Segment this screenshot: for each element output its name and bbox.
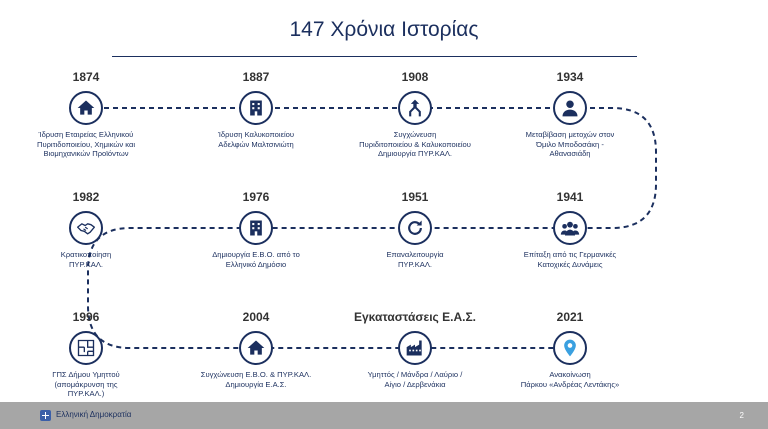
milestone-circle [239, 91, 273, 125]
merge-arrow-icon [405, 98, 425, 118]
milestone-description-line: Ελληνικό Δημόσιο [225, 259, 287, 269]
milestone-description [191, 250, 321, 269]
milestone-circle [239, 331, 273, 365]
milestone-description [21, 130, 151, 159]
location-pin-icon [560, 338, 580, 358]
page-number: 2 [739, 411, 744, 420]
milestone-description-line: Δημιουργία Ε.Α.Σ. [225, 379, 287, 389]
milestone-description-line: Αθανασιάδη [549, 149, 591, 158]
milestone-description-line: Δημιουργία Ε.Β.Ο. από το [212, 250, 300, 259]
milestone-description [505, 130, 635, 159]
milestone-description [505, 370, 635, 389]
milestone-year: 1976 [242, 190, 270, 204]
milestone-year: 1887 [242, 70, 270, 84]
milestone-description-line: Επαναλειτουργία [386, 250, 444, 259]
milestone-description-line: ΠΥΡ.ΚΑΛ. [68, 259, 104, 269]
milestone-year: 1874 [72, 70, 100, 84]
milestone-description [191, 130, 321, 149]
milestone-year: 2004 [242, 310, 270, 324]
milestone-year: 1996 [72, 310, 100, 324]
milestone-description [350, 130, 480, 159]
floorplan-icon [76, 338, 96, 358]
milestone-circle [69, 331, 103, 365]
milestone-description-line: ΓΠΣ Δήμου Υμηττού [52, 370, 120, 379]
milestone-circle [553, 91, 587, 125]
milestone-description-line: (απομάκρυνση της [54, 379, 118, 389]
milestone-year: 1982 [72, 190, 100, 204]
milestone-year: 1941 [556, 190, 584, 204]
handshake-icon [76, 218, 96, 238]
milestone-description-line: Συγχώνευση [393, 130, 437, 139]
building-icon [246, 218, 266, 238]
footer-org: Ελληνική Δημοκρατία [56, 410, 132, 419]
milestone-circle [398, 331, 432, 365]
milestone-description-line: Κρατικοποίηση [60, 250, 112, 259]
milestone-description-line: Ίδρυση Καλυκοποιείου [217, 130, 295, 139]
milestone-description-line: ΠΥΡ.ΚΑΛ.) [67, 389, 105, 398]
milestone-circle [239, 211, 273, 245]
milestone-description [21, 250, 151, 269]
milestone-circle [553, 211, 587, 245]
milestone-description-line: Ανακοίνωση [549, 370, 591, 379]
milestone-description-line: Πυριτιδοποιείου, Χημικών και [36, 139, 136, 149]
factory-icon [405, 338, 425, 358]
milestone-circle [69, 91, 103, 125]
milestone-description-line: Κατοχικές Δυνάμεις [537, 259, 603, 269]
milestone-year: 1908 [401, 70, 429, 84]
person-icon [560, 98, 580, 118]
milestone-description-line: Αίγιο / Δερβενάκια [384, 379, 446, 389]
milestone-year: 1951 [401, 190, 429, 204]
milestone-description-line: Ίδρυση Εταιρείας Ελληνικού [38, 130, 134, 139]
home-icon [246, 338, 266, 358]
slide-title: 147 Χρόνια Ιστορίας [289, 18, 479, 41]
milestone-description-line: Πάρκου «Ανδρέας Λεντάκης» [520, 379, 620, 389]
milestone-description-line: Συγχώνευση Ε.Β.Ο. & ΠΥΡ.ΚΑΛ. [200, 370, 312, 379]
milestone-description-line: Υμηττός / Μάνδρα / Λαύριο / [367, 370, 463, 379]
building-icon [246, 98, 266, 118]
milestone-circle [398, 211, 432, 245]
milestone-year: Εγκαταστάσεις Ε.Α.Σ. [353, 310, 477, 324]
milestone-description [350, 370, 480, 389]
milestone-description-line: Πυριδιτοποιείου & Καλυκοποιείου [359, 139, 471, 149]
milestone-description-line: Όμιλο Μποδοσάκη - [536, 139, 604, 149]
home-icon [76, 98, 96, 118]
footer-bar [0, 402, 768, 429]
milestone-description [505, 250, 635, 269]
milestone-year: 2021 [556, 310, 584, 324]
milestone-description-line: Επίταξη από τις Γερμανικές [523, 250, 617, 259]
group-icon [560, 218, 580, 238]
milestone-description-line: Δημιουργία ΠΥΡ.ΚΑΛ. [377, 149, 453, 158]
milestone-year: 1934 [556, 70, 584, 84]
milestone-description-line: Μεταβίβαση μετοχών στον [525, 130, 615, 139]
greek-flag-icon [40, 410, 51, 421]
milestone-description-line: Βιομηχανικών Προϊόντων [43, 149, 129, 158]
refresh-icon [405, 218, 425, 238]
milestone-description-line: Αδελφών Μαλτσινιώτη [218, 139, 294, 149]
milestone-circle [553, 331, 587, 365]
milestone-description [191, 370, 321, 389]
milestone-description [21, 370, 151, 399]
milestone-description [350, 250, 480, 269]
milestone-circle [398, 91, 432, 125]
milestone-circle [69, 211, 103, 245]
milestone-description-line: ΠΥΡ.ΚΑΛ. [397, 259, 433, 269]
